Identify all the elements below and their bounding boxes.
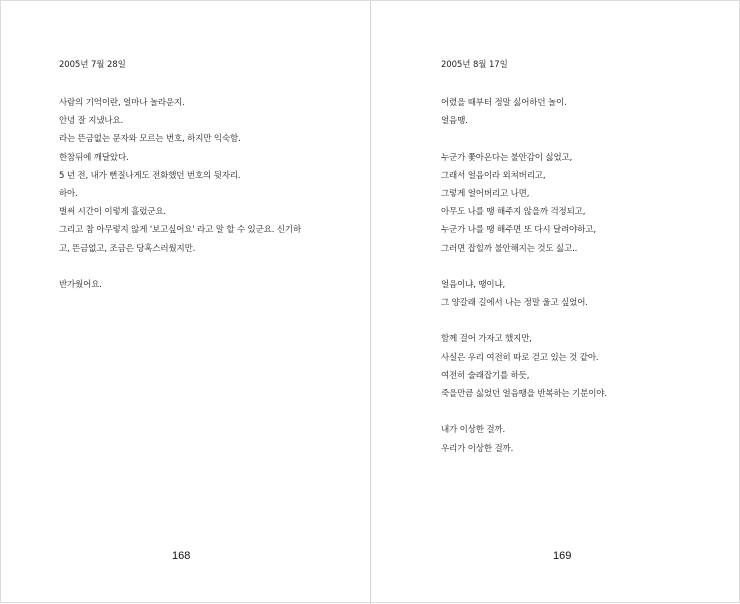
text-line: 얼음땡. (441, 116, 468, 127)
text-line: 한참뒤에 깨달았다. (59, 152, 129, 163)
text-line: 반가웠어요. (59, 279, 102, 290)
text-line: 하아. (59, 188, 78, 199)
text-line: 사람의 기억이란, 얼마나 놀라운지. (59, 98, 185, 108)
entry-body (441, 94, 721, 458)
text-line: 아무도 나를 땡 해주지 않을까 걱정되고, (441, 207, 586, 218)
left-page (1, 1, 370, 604)
text-line: 얼음이냐, 땡이냐, (441, 279, 506, 290)
text-line: 그렇게 얼어버리고 나면, (441, 188, 530, 199)
blank-line (441, 130, 721, 148)
text-line: 사실은 우리 여전히 따로 걷고 있는 것 같아. (441, 352, 599, 363)
page-number: 169 (553, 550, 572, 562)
blank-line (441, 258, 721, 276)
entry-date: 2005년 7월 28일 (59, 60, 126, 70)
entry-body (59, 94, 329, 294)
text-line: 그리고 참 아무렇지 않게 '보고싶어요' 라고 말 할 수 있군요. 신기하 (59, 225, 302, 236)
text-line: 그러면 잡힐까 불안해지는 것도 싫고.. (441, 243, 578, 254)
text-line: 어렸을 때부터 정말 싫어하던 놀이. (441, 98, 567, 108)
blank-line (59, 258, 329, 276)
text-line: 내가 이상한 걸까. (441, 425, 506, 436)
text-line: 그래서 얼음이라 외쳐버리고, (441, 170, 546, 181)
text-line: 죽을만큼 싫었던 얼음땡을 반복하는 기분이야. (441, 389, 607, 399)
text-line: 안녕 잘 지냈나요. (59, 116, 124, 127)
text-line: 라는 뜬금없는 문자와 모르는 번호, 하지만 익숙함. (59, 134, 241, 145)
blank-line (441, 312, 721, 330)
text-line: 우리가 이상한 걸까. (441, 443, 514, 454)
blank-line (441, 403, 721, 421)
text-line: 여전히 술래잡기를 하듯, (441, 370, 530, 381)
text-line: 누군가 쫓아온다는 불안감이 싫었고, (441, 152, 573, 163)
text-line: 벌써 시간이 이렇게 흘렀군요. (59, 207, 166, 218)
text-line: 함께 걸어 가자고 했지만, (441, 334, 532, 345)
page-number: 168 (172, 550, 191, 562)
text-line: 누군가 나를 땡 해주면 또 다시 달려야하고, (441, 225, 596, 236)
text-line: 5 년 전, 내가 뻔질나게도 전화했던 번호의 뒷자리. (59, 170, 241, 181)
text-line: 고, 뜬금없고, 조금은 당혹스러웠지만. (59, 243, 196, 254)
entry-date: 2005년 8월 17일 (441, 60, 508, 70)
text-line: 그 양갈래 길에서 나는 정말 울고 싶었어. (441, 298, 588, 309)
right-page (371, 1, 740, 604)
